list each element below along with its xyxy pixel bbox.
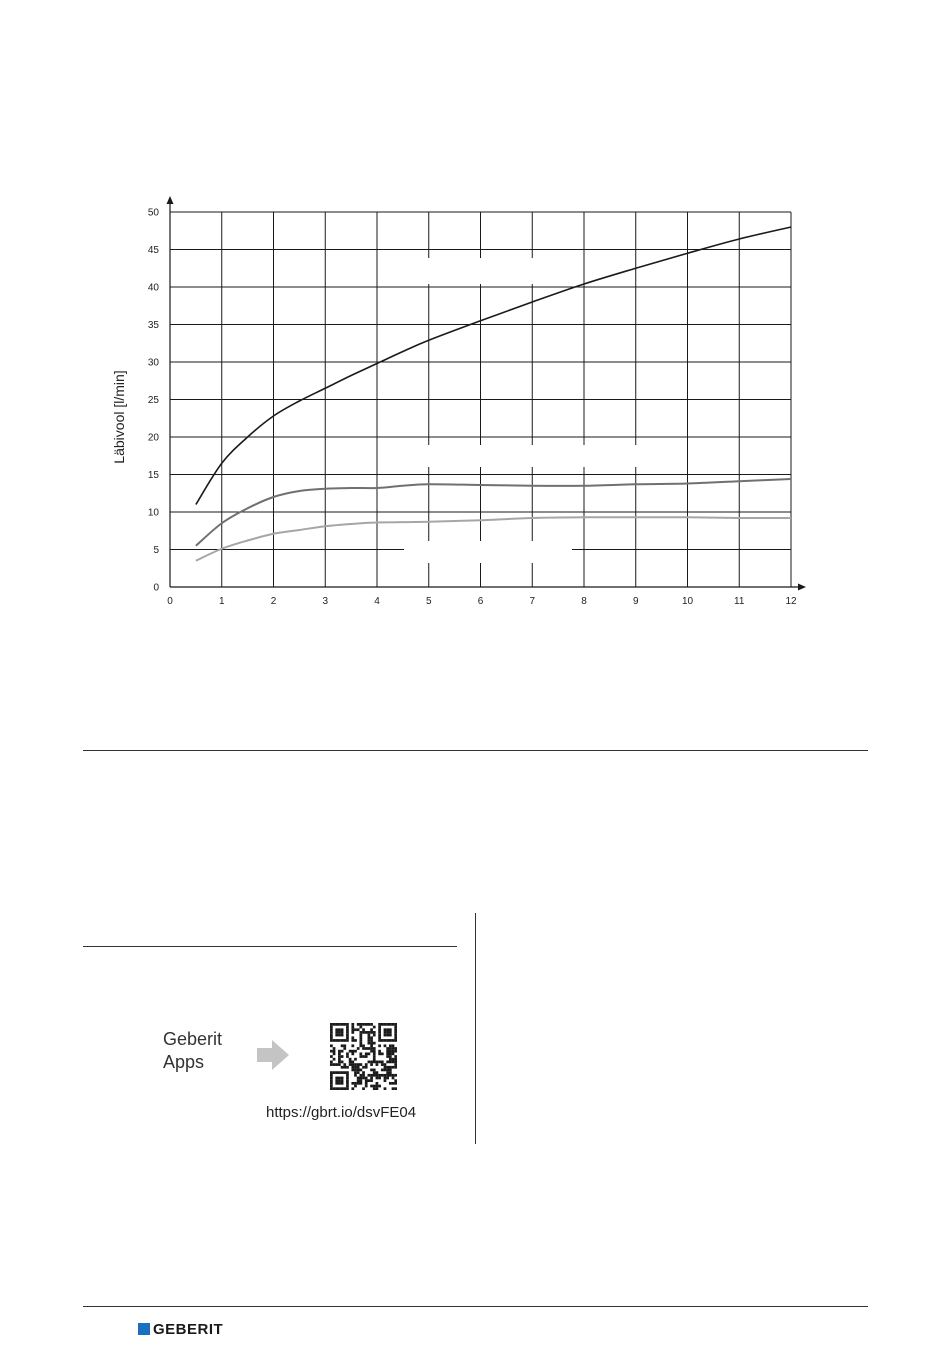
y-axis-label: Läbivool [l/min] — [111, 370, 127, 464]
x-tick-label: 1 — [218, 596, 225, 607]
section-divider-top — [83, 750, 868, 751]
qr-code-icon[interactable] — [330, 1023, 397, 1090]
logo-square-icon — [138, 1323, 150, 1335]
logo-wordmark: GEBERIT — [153, 1320, 224, 1338]
apps-label-line2: Apps — [163, 1052, 205, 1072]
y-tick-label: 10 — [147, 507, 159, 519]
x-tick-label: 4 — [374, 596, 380, 607]
y-tick-label: 0 — [153, 582, 159, 594]
y-tick-label: 25 — [147, 395, 159, 406]
x-tick-label: 2 — [270, 596, 277, 607]
geberit-logo — [138, 1320, 223, 1338]
flow-rate-chart — [0, 0, 950, 640]
x-tick-label: 12 — [785, 596, 797, 607]
x-tick-label: 5 — [425, 596, 432, 607]
y-axis-arrow-icon — [167, 196, 174, 204]
arrow-right-icon — [255, 1037, 291, 1073]
y-tick-label: 50 — [147, 207, 159, 219]
apps-url-link[interactable]: https://gbrt.io/dsvFE04 — [266, 1104, 417, 1121]
x-tick-label: 3 — [322, 596, 329, 607]
y-tick-label: 5 — [153, 545, 159, 556]
x-tick-label: 9 — [632, 596, 639, 607]
x-tick-label: 8 — [581, 596, 587, 607]
apps-section-divider — [83, 946, 457, 947]
x-tick-label: 10 — [681, 596, 694, 607]
chart-label-gap — [404, 541, 572, 563]
footer-divider — [83, 1306, 868, 1307]
x-tick-label: 0 — [167, 596, 173, 607]
y-tick-label: 30 — [147, 357, 159, 369]
chart-label-gap — [420, 445, 640, 467]
x-axis-arrow-icon — [798, 584, 806, 591]
x-tick-label: 11 — [734, 596, 745, 607]
apps-label-line1: Geberit — [163, 1029, 223, 1049]
y-tick-label: 15 — [147, 470, 159, 481]
chart-label-gap — [420, 258, 550, 284]
y-tick-label: 45 — [147, 245, 159, 256]
column-divider — [475, 913, 476, 1144]
x-tick-labels — [167, 596, 797, 607]
chart-axes — [167, 196, 807, 591]
x-tick-label: 6 — [477, 596, 484, 607]
y-tick-labels — [148, 208, 160, 594]
x-tick-label: 7 — [529, 596, 536, 607]
y-tick-label: 20 — [147, 432, 159, 444]
y-tick-label: 35 — [147, 320, 159, 331]
y-tick-label: 40 — [147, 282, 159, 294]
geberit-apps-label — [163, 1028, 222, 1074]
